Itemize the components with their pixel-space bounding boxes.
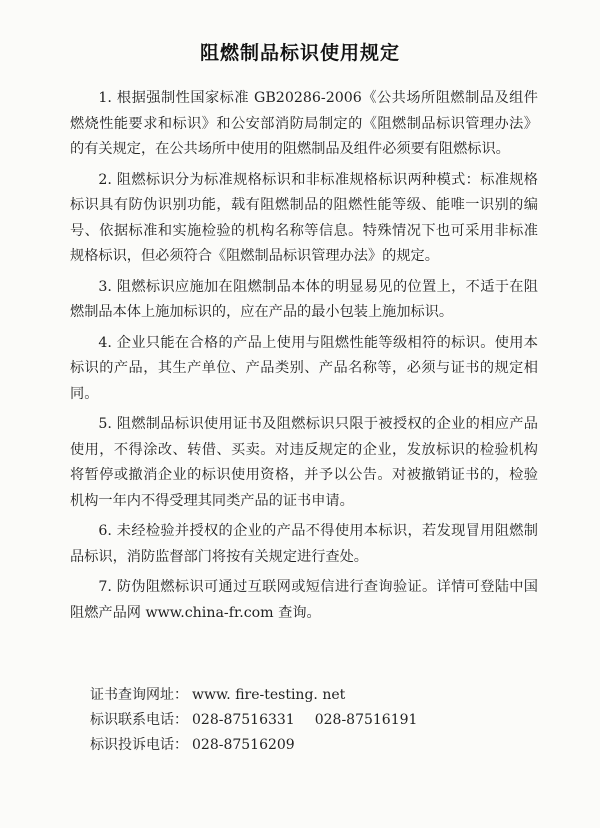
complaint-value: 028-87516209 [192,737,295,753]
website-label: 证书查询网址： [90,687,188,703]
paragraph-5: 5. 阻燃制品标识使用证书及阻燃标识只限于被授权的企业的相应产品使用，不得涂改、转借、买卖。对违反规定的企业，发放标识的检验机构将暂停或撤消企业的标识使用资格，并予以公告。对被撤销证书的，检验机构一年内不得受理其同类产品的证书申请。 [70,416,538,509]
complaint-label: 标识投诉电话： [90,737,188,753]
paragraph-3: 3. 阻燃标识应施加在阻燃制品本体的明显易见的位置上，不适于在阻燃制品本体上施加标识的，应在产品的最小包装上施加标识。 [70,278,538,320]
paragraph-6: 6. 未经检验并授权的企业的产品不得使用本标识，若发现冒用阻燃制品标识，消防监督部门将按有关规定进行查处。 [70,523,538,565]
complaint-line [90,733,530,758]
paragraph-7: 7. 防伪阻燃标识可通过互联网或短信进行查询验证。详情可登陆中国阻燃产品网 www.china-fr.com 查询。 [70,579,538,621]
paragraph-1: 1. 根据强制性国家标准 GB20286-2006《公共场所阻燃制品及组件燃烧性能要求和标识》和公安部消防局制定的《阻燃制品标识管理办法》的有关规定，在公共场所中使用的阻燃制品及组件必须要有阻燃标识。 [70,90,538,157]
phone-label: 标识联系电话： [90,712,188,728]
website-line [90,683,530,708]
phone-value-1: 028-87516331 [192,712,295,728]
paragraph-4: 4. 企业只能在合格的产品上使用与阻燃性能等级相符的标识。使用本标识的产品，其生产单位、产品类别、产品名称等，必须与证书的规定相同。 [70,334,538,402]
phone-value-2: 028-87516191 [314,712,418,728]
phone-line [90,708,530,733]
contact-info [90,683,530,758]
website-value[interactable]: www. fire-testing. net [192,687,346,703]
regulation-body [70,86,538,631]
document-title: 阻燃制品标识使用规定 [199,42,400,64]
paragraph-2: 2. 阻燃标识分为标准规格标识和非标准规格标识两种模式：标准规格标识具有防伪识别功能，载有阻燃制品的阻燃性能等级、能唯一识别的编号、依据标准和实施检验的机构名称等信息。特殊情况下也可采用非标准规格标识，但必须符合《阻燃制品标识管理办法》的规定。 [70,171,538,264]
